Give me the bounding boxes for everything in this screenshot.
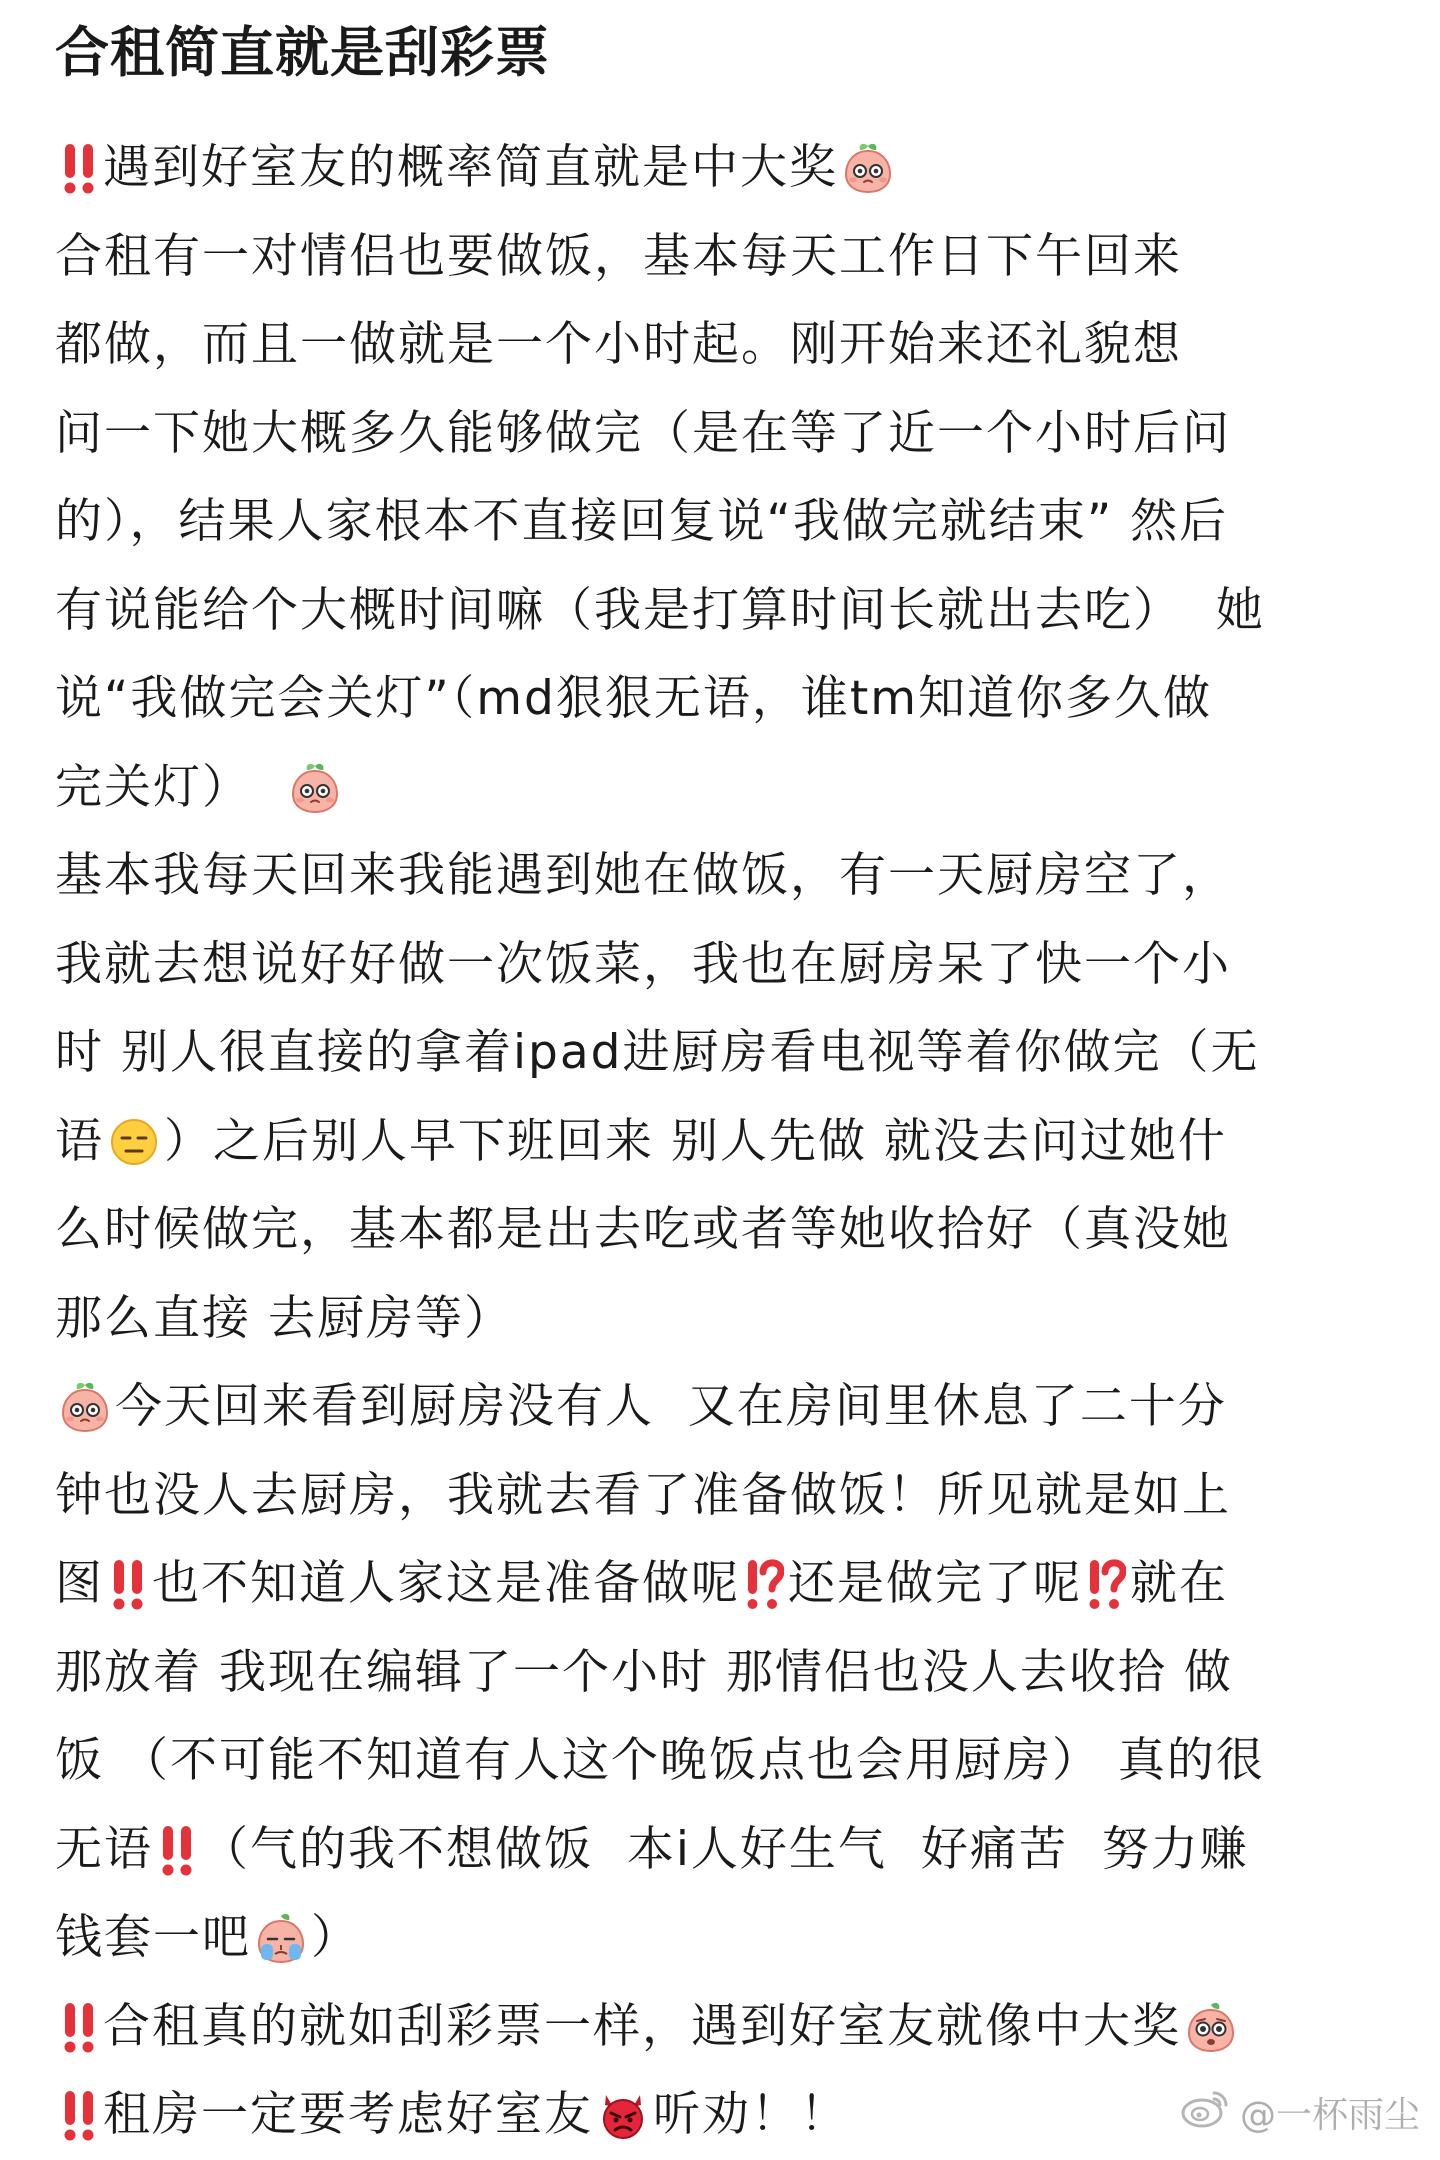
post-text: 语 bbox=[55, 1113, 104, 1169]
post-line bbox=[55, 1098, 1395, 1187]
post-line bbox=[55, 1275, 1395, 1364]
post-line bbox=[55, 390, 1395, 479]
post-text: 钟也没人去厨房，我就去看了准备做饭！所见就是如上 bbox=[55, 1467, 1231, 1523]
double-exclamation-icon bbox=[157, 1822, 197, 1878]
post-line bbox=[55, 1717, 1395, 1806]
double-exclamation-icon bbox=[108, 1556, 148, 1612]
post-text: 基本我每天回来我能遇到她在做饭，有一天厨房空了， bbox=[55, 848, 1231, 903]
post-text: 我就去想说好好做一次饭菜，我也在厨房呆了快一个小 bbox=[55, 936, 1231, 992]
post-line bbox=[55, 1452, 1395, 1541]
post-line bbox=[55, 1009, 1395, 1098]
post-line bbox=[55, 1363, 1395, 1452]
post-text: 无语 bbox=[55, 1821, 153, 1877]
post-line bbox=[55, 1186, 1395, 1275]
post-text: 么时候做完，基本都是出去吃或者等她收拾好（真没她 bbox=[55, 1202, 1231, 1257]
post-text: 图 bbox=[55, 1556, 104, 1611]
peach-face-emoji bbox=[289, 762, 341, 814]
post-line bbox=[55, 1806, 1395, 1895]
post-text: 租房一定要考虑好室友 bbox=[103, 2087, 593, 2142]
post-title: 合租简直就是刮彩票 bbox=[55, 21, 550, 84]
post-text: 时 别人很直接的拿着ipad进厨房看电视等着你做完（无 bbox=[55, 1025, 1260, 1080]
post-line bbox=[55, 921, 1395, 1010]
post-text: 问一下她大概多久能够做完（是在等了近一个小时后问 bbox=[55, 405, 1231, 461]
post-text: 完关灯） bbox=[55, 759, 285, 815]
post-text: 就在 bbox=[1130, 1556, 1228, 1611]
double-exclamation-icon bbox=[59, 1999, 99, 2055]
post-text: 也不知道人家这是准备做呢 bbox=[152, 1556, 740, 1611]
post-text: 说“我做完会关灯”（md狠狠无语，谁tm知道你多久做 bbox=[55, 671, 1213, 726]
post-line bbox=[55, 1983, 1395, 2072]
post-line bbox=[55, 1629, 1395, 1718]
post-text: （气的我不想做饭 本i人好生气 好痛苦 努力赚 bbox=[201, 1821, 1249, 1877]
post-line bbox=[55, 478, 1395, 567]
post-line bbox=[55, 832, 1395, 921]
watermark-text: @一杯雨尘 bbox=[1239, 2095, 1420, 2136]
exclamation-question-icon bbox=[1086, 1556, 1126, 1612]
double-exclamation-icon bbox=[59, 140, 99, 196]
crying-peach-emoji bbox=[255, 1912, 307, 1964]
double-exclamation-icon bbox=[59, 2087, 99, 2143]
peach-face-emoji bbox=[59, 1381, 111, 1433]
post-line bbox=[55, 1894, 1395, 1983]
pleading-peach-emoji bbox=[1185, 2001, 1237, 2053]
post-text: 合租有一对情侣也要做饭，基本每天工作日下午回来 bbox=[55, 228, 1182, 284]
peach-face-emoji bbox=[842, 142, 894, 194]
post bbox=[55, 0, 1395, 2160]
post-text: 那么直接 去厨房等） bbox=[55, 1290, 513, 1346]
post-body bbox=[55, 124, 1395, 2160]
post-text: 饭 （不可能不知道有人这个晚饭点也会用厨房） 真的很 bbox=[55, 1733, 1265, 1788]
post-text: 今天回来看到厨房没有人 又在房间里休息了二十分 bbox=[115, 1379, 1227, 1434]
post-text: 合租真的就如刮彩票一样，遇到好室友就像中大奖 bbox=[103, 1998, 1181, 2054]
post-line bbox=[55, 124, 1395, 213]
post-line bbox=[55, 655, 1395, 744]
post-text: 听劝！！ bbox=[653, 2087, 849, 2142]
exclamation-question-icon bbox=[744, 1556, 784, 1612]
watermark bbox=[1180, 2087, 1420, 2138]
post-line bbox=[55, 213, 1395, 302]
post-line bbox=[55, 1540, 1395, 1629]
post-text: 那放着 我现在编辑了一个小时 那情侣也没人去收拾 做 bbox=[55, 1644, 1233, 1700]
weibo-logo-icon bbox=[1180, 2087, 1230, 2138]
post-line bbox=[55, 301, 1395, 390]
post-text: 还是做完了呢 bbox=[788, 1556, 1082, 1611]
post-line bbox=[55, 567, 1395, 656]
post-line bbox=[55, 744, 1395, 833]
angry-devil-emoji bbox=[597, 2089, 649, 2141]
post-text: 遇到好室友的概率简直就是中大奖 bbox=[103, 140, 838, 195]
post-text: ） bbox=[311, 1910, 360, 1965]
post-text: 的），结果人家根本不直接回复说“我做完就结束” 然后 bbox=[55, 494, 1229, 549]
post-text: ）之后别人早下班回来 别人先做 就没去问过她什 bbox=[164, 1113, 1227, 1169]
expressionless-face-emoji bbox=[108, 1116, 160, 1168]
post-text: 有说能给个大概时间嘛（我是打算时间长就出去吃） 她 bbox=[55, 582, 1265, 638]
post-text: 都做，而且一做就是一个小时起。刚开始来还礼貌想 bbox=[55, 317, 1182, 372]
post-text: 钱套一吧 bbox=[55, 1910, 251, 1965]
